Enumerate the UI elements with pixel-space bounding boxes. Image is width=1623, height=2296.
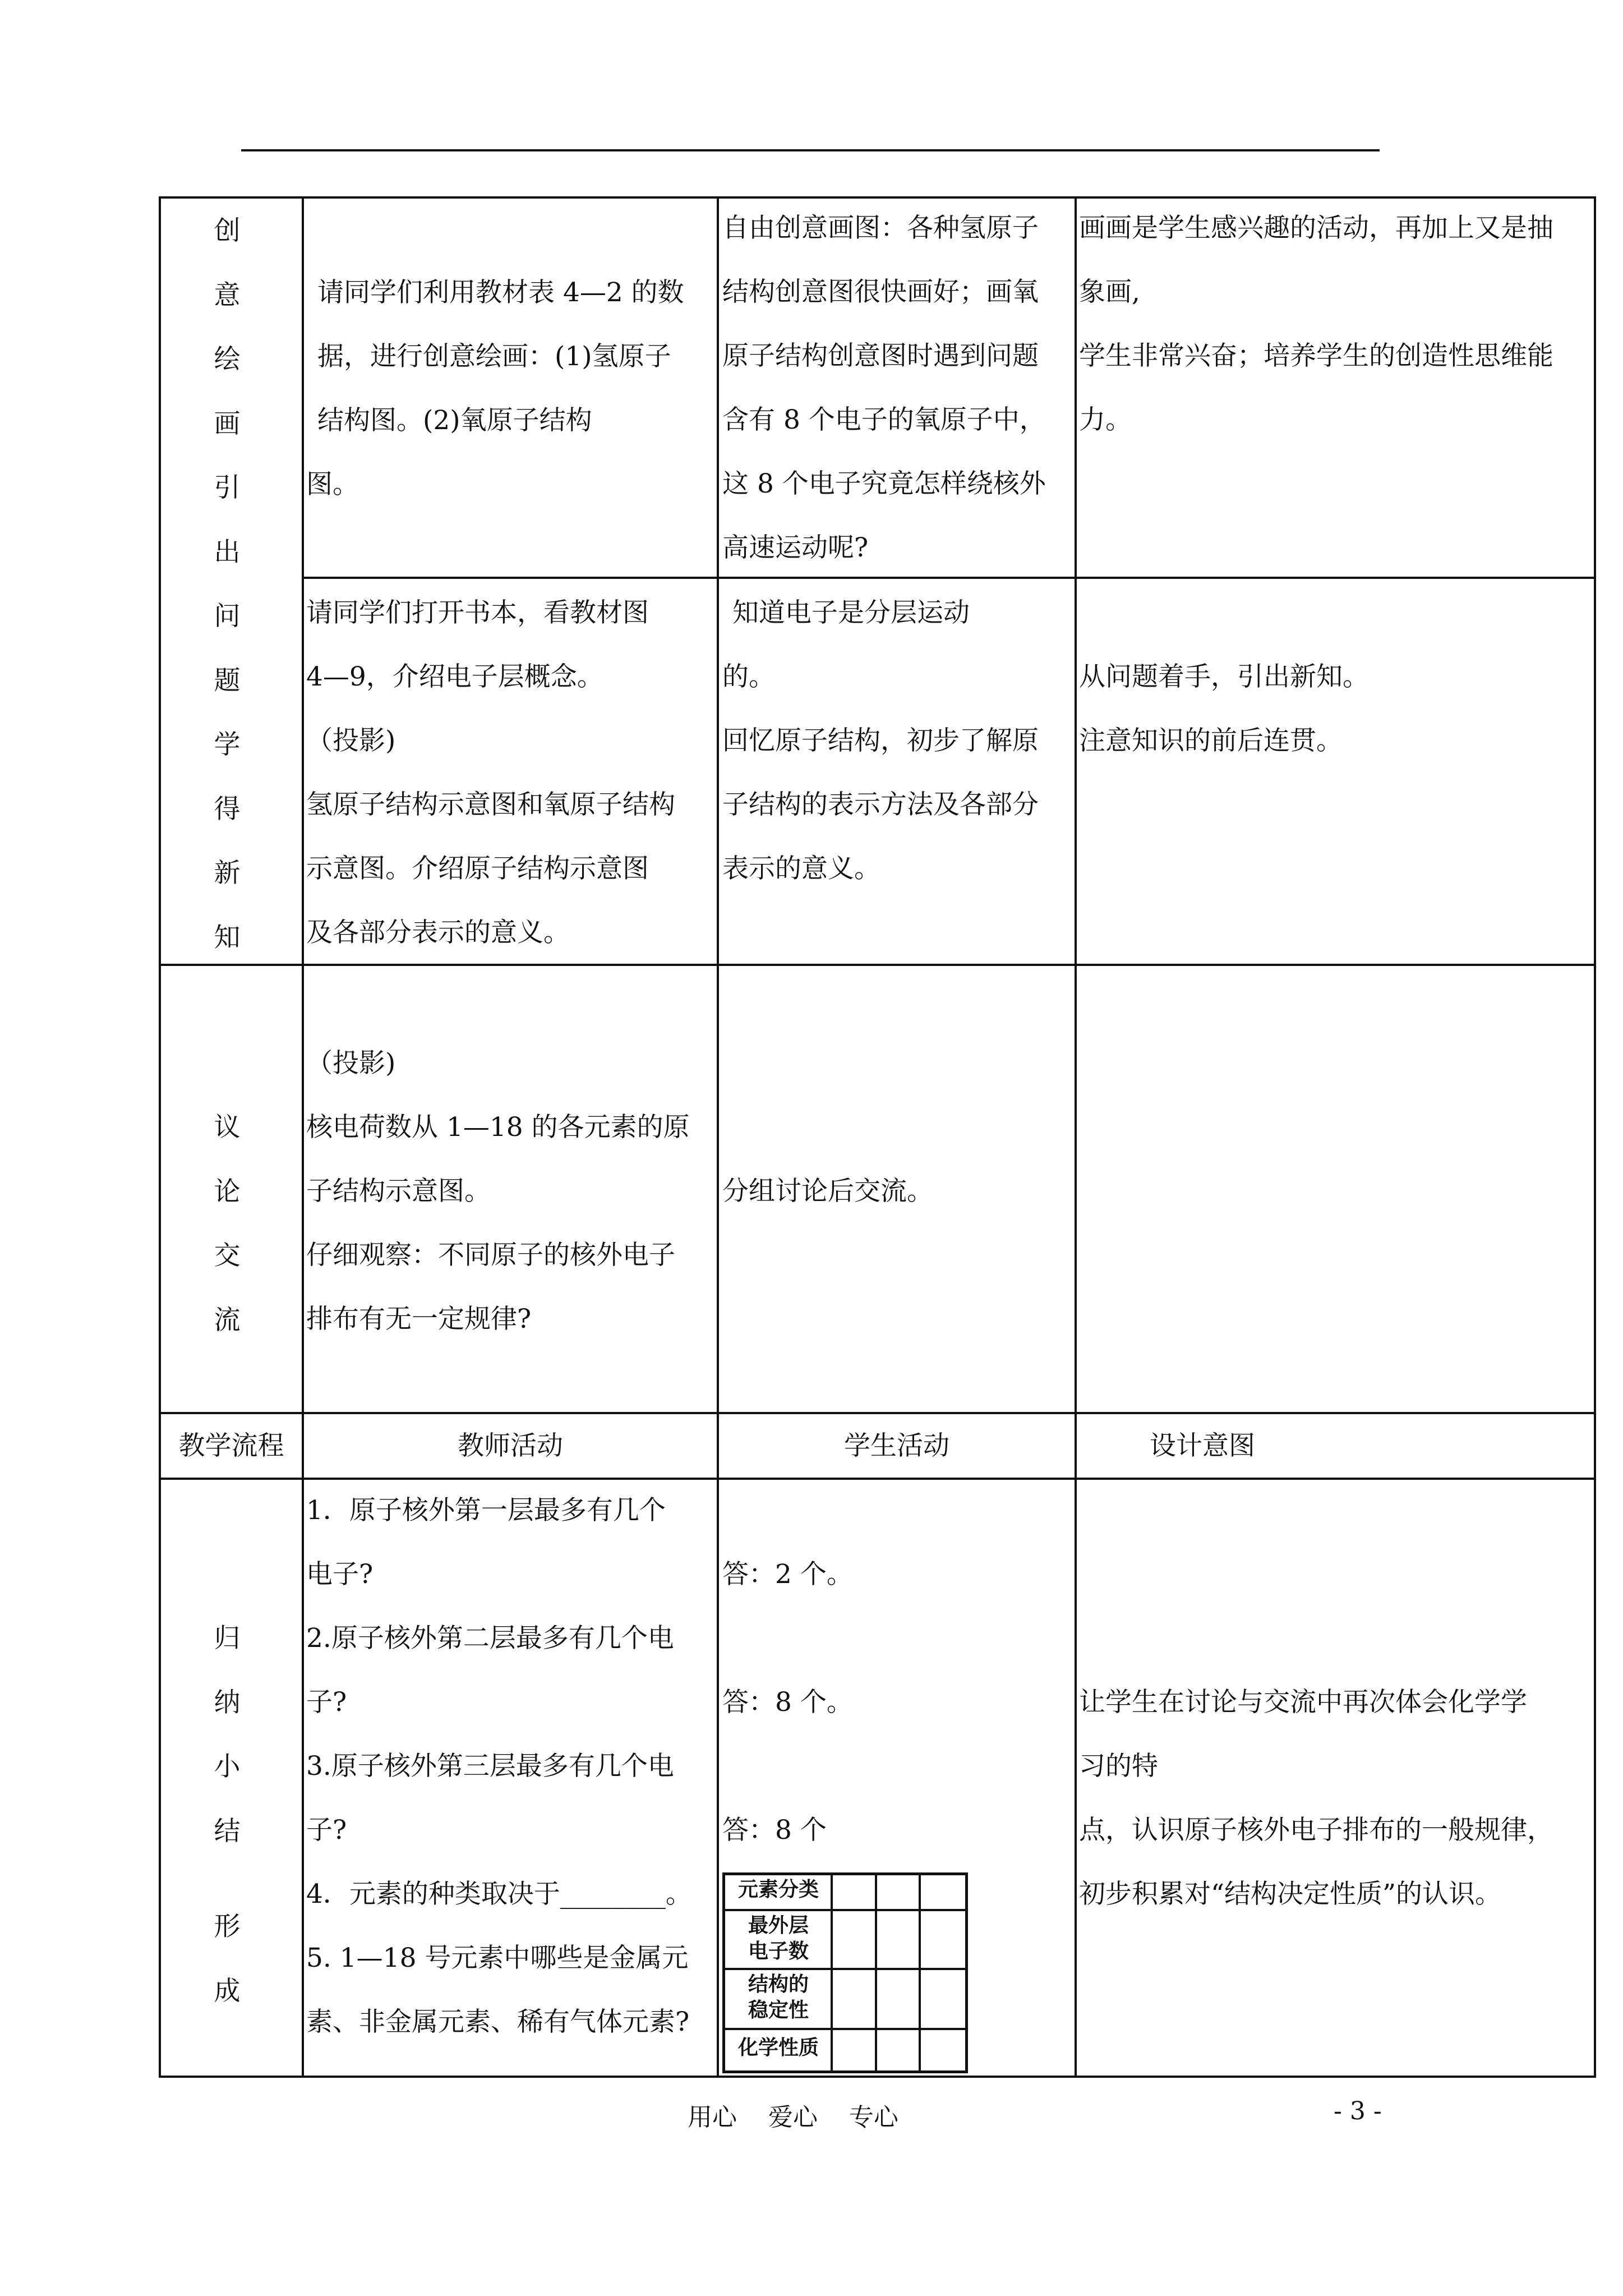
label-char: 归 bbox=[214, 1623, 241, 1654]
mini-row-label: 元素分类 bbox=[737, 1878, 819, 1901]
text-line: 注意知识的前后连贯。 bbox=[1079, 725, 1343, 756]
label-char: 创 bbox=[214, 215, 241, 246]
label-char: 知 bbox=[214, 922, 241, 953]
text-line: 点，认识原子核外电子排布的一般规律， bbox=[1079, 1815, 1553, 1846]
text-line: 氢原子结构示意图和氧原子结构 bbox=[306, 789, 675, 820]
text-line: 让学生在讨论与交流中再次体会化学学 bbox=[1079, 1687, 1527, 1718]
label-char: 学 bbox=[214, 729, 241, 760]
answer-line: 答：8 个。 bbox=[722, 1687, 853, 1718]
text-line: 结构创意图很快画好；画氧 bbox=[722, 277, 1039, 307]
answer-line: 答：8 个 bbox=[722, 1815, 827, 1846]
question-line: 子? bbox=[306, 1815, 347, 1846]
question-line: 1．原子核外第一层最多有几个 bbox=[306, 1495, 666, 1526]
mini-table-rule bbox=[875, 1872, 877, 2073]
text-line: 子结构示意图。 bbox=[306, 1176, 491, 1207]
label-char: 流 bbox=[214, 1304, 241, 1336]
text-line: 原子结构创意图时遇到问题 bbox=[722, 341, 1039, 371]
text-line: 初步积累对“结构决定性质”的认识。 bbox=[1079, 1879, 1502, 1910]
text-line: 含有 8 个电子的氧原子中， bbox=[722, 404, 1046, 435]
student-activity-discussion: 分组讨论后交流。 bbox=[722, 1176, 933, 1207]
text-line: 象画, bbox=[1079, 277, 1140, 307]
flow-label-summary bbox=[151, 1607, 303, 1864]
label-char: 论 bbox=[214, 1176, 241, 1207]
label-char: 引 bbox=[214, 472, 241, 503]
question-line: 电子? bbox=[306, 1559, 374, 1590]
text-line: 表示的意义。 bbox=[722, 853, 880, 884]
question-line: 5. 1—18 号元素中哪些是金属元 bbox=[306, 1943, 689, 1973]
text-line: 从问题着手，引出新知。 bbox=[1079, 661, 1369, 692]
question-line: 3.原子核外第三层最多有几个电 bbox=[306, 1751, 674, 1782]
text-line: 及各部分表示的意义。 bbox=[306, 917, 570, 948]
flow-label-discussion bbox=[151, 1096, 303, 1352]
text-line: 排布有无一定规律? bbox=[306, 1304, 532, 1335]
question-line: 2.原子核外第二层最多有几个电 bbox=[306, 1623, 674, 1654]
text-line: （投影) bbox=[306, 1048, 396, 1079]
label-char: 问 bbox=[214, 601, 241, 632]
text-line: 示意图。介绍原子结构示意图 bbox=[306, 853, 649, 884]
table-bottom-border bbox=[159, 2076, 1596, 2078]
text-line: 这 8 个电子究竟怎样绕核外 bbox=[722, 468, 1046, 499]
mini-row-label: 化学性质 bbox=[737, 2036, 819, 2059]
header-teacher: 教师活动 bbox=[458, 1430, 563, 1461]
text-line: 画画是学生感兴趣的活动，再加上又是抽 bbox=[1079, 213, 1553, 243]
text-line: 知道电子是分层运动 bbox=[732, 597, 970, 628]
row-divider-1 bbox=[303, 577, 1596, 579]
mini-table-rule bbox=[722, 2028, 968, 2030]
text-line: 回忆原子结构，初步了解原 bbox=[722, 725, 1039, 756]
header-flow: 教学流程 bbox=[178, 1430, 284, 1461]
label-char: 成 bbox=[214, 1975, 241, 2007]
mini-row-label: 结构的 稳定性 bbox=[748, 1973, 809, 2022]
header-student: 学生活动 bbox=[844, 1430, 949, 1461]
col-divider-2 bbox=[717, 196, 719, 2078]
flow-label-formation bbox=[151, 1895, 303, 2023]
text-line: 核电荷数从 1—18 的各元素的原 bbox=[306, 1112, 690, 1143]
label-char: 小 bbox=[214, 1751, 241, 1782]
text-line: 4—9，介绍电子层概念。 bbox=[306, 661, 603, 692]
text-line: 子结构的表示方法及各部分 bbox=[722, 789, 1039, 820]
text-line: 自由创意画图：各种氢原子 bbox=[722, 213, 1039, 243]
text-line: 图。 bbox=[306, 469, 359, 500]
text-line: 结构图。(2)氧原子结构 bbox=[317, 405, 592, 436]
mini-table-rule bbox=[919, 1872, 921, 2073]
table-right-border bbox=[1594, 196, 1596, 2078]
text-line: （投影) bbox=[306, 725, 396, 756]
label-char: 画 bbox=[214, 408, 241, 439]
header-rule bbox=[241, 149, 1380, 151]
text-line: 学生非常兴奋；培养学生的创造性思维能 bbox=[1079, 341, 1553, 371]
label-char: 形 bbox=[214, 1911, 241, 1942]
flow-label-creative bbox=[151, 199, 303, 970]
text-line: 请同学们打开书本，看教材图 bbox=[306, 597, 649, 628]
text-line: 力。 bbox=[1079, 404, 1132, 435]
text-line: 的。 bbox=[722, 661, 775, 692]
label-char: 纳 bbox=[214, 1687, 241, 1718]
label-char: 议 bbox=[214, 1112, 241, 1143]
label-char: 结 bbox=[214, 1815, 241, 1847]
mini-table-rule bbox=[722, 1909, 968, 1911]
col-divider-3 bbox=[1075, 196, 1077, 2078]
text-line: 习的特 bbox=[1079, 1751, 1158, 1782]
label-char: 出 bbox=[214, 536, 241, 568]
text-line: 高速运动呢? bbox=[722, 532, 869, 563]
mini-row-label: 最外层 电子数 bbox=[748, 1914, 809, 1963]
answer-line: 答：2 个。 bbox=[722, 1559, 853, 1590]
question-line: 4．元素的种类取决于________。 bbox=[306, 1879, 692, 1910]
label-char: 意 bbox=[214, 279, 241, 311]
page-number: - 3 - bbox=[1334, 2097, 1382, 2125]
text-line: 据，进行创意绘画：(1)氢原子 bbox=[317, 341, 671, 372]
label-char: 绘 bbox=[214, 344, 241, 375]
mini-table-rule bbox=[722, 1968, 968, 1970]
label-char: 交 bbox=[214, 1240, 241, 1271]
header-design: 设计意图 bbox=[1150, 1430, 1255, 1461]
footer-motto: 用心 爱心 专心 bbox=[688, 2103, 898, 2132]
text-line: 请同学们利用教材表 4—2 的数 bbox=[317, 277, 684, 308]
label-char: 得 bbox=[214, 793, 241, 825]
text-line: 仔细观察：不同原子的核外电子 bbox=[306, 1240, 675, 1271]
mini-table-rule bbox=[831, 1872, 833, 2073]
question-line: 子? bbox=[306, 1687, 347, 1718]
label-char: 题 bbox=[214, 665, 241, 696]
label-char: 新 bbox=[214, 858, 241, 889]
question-line: 素、非金属元素、稀有气体元素? bbox=[306, 2007, 690, 2037]
